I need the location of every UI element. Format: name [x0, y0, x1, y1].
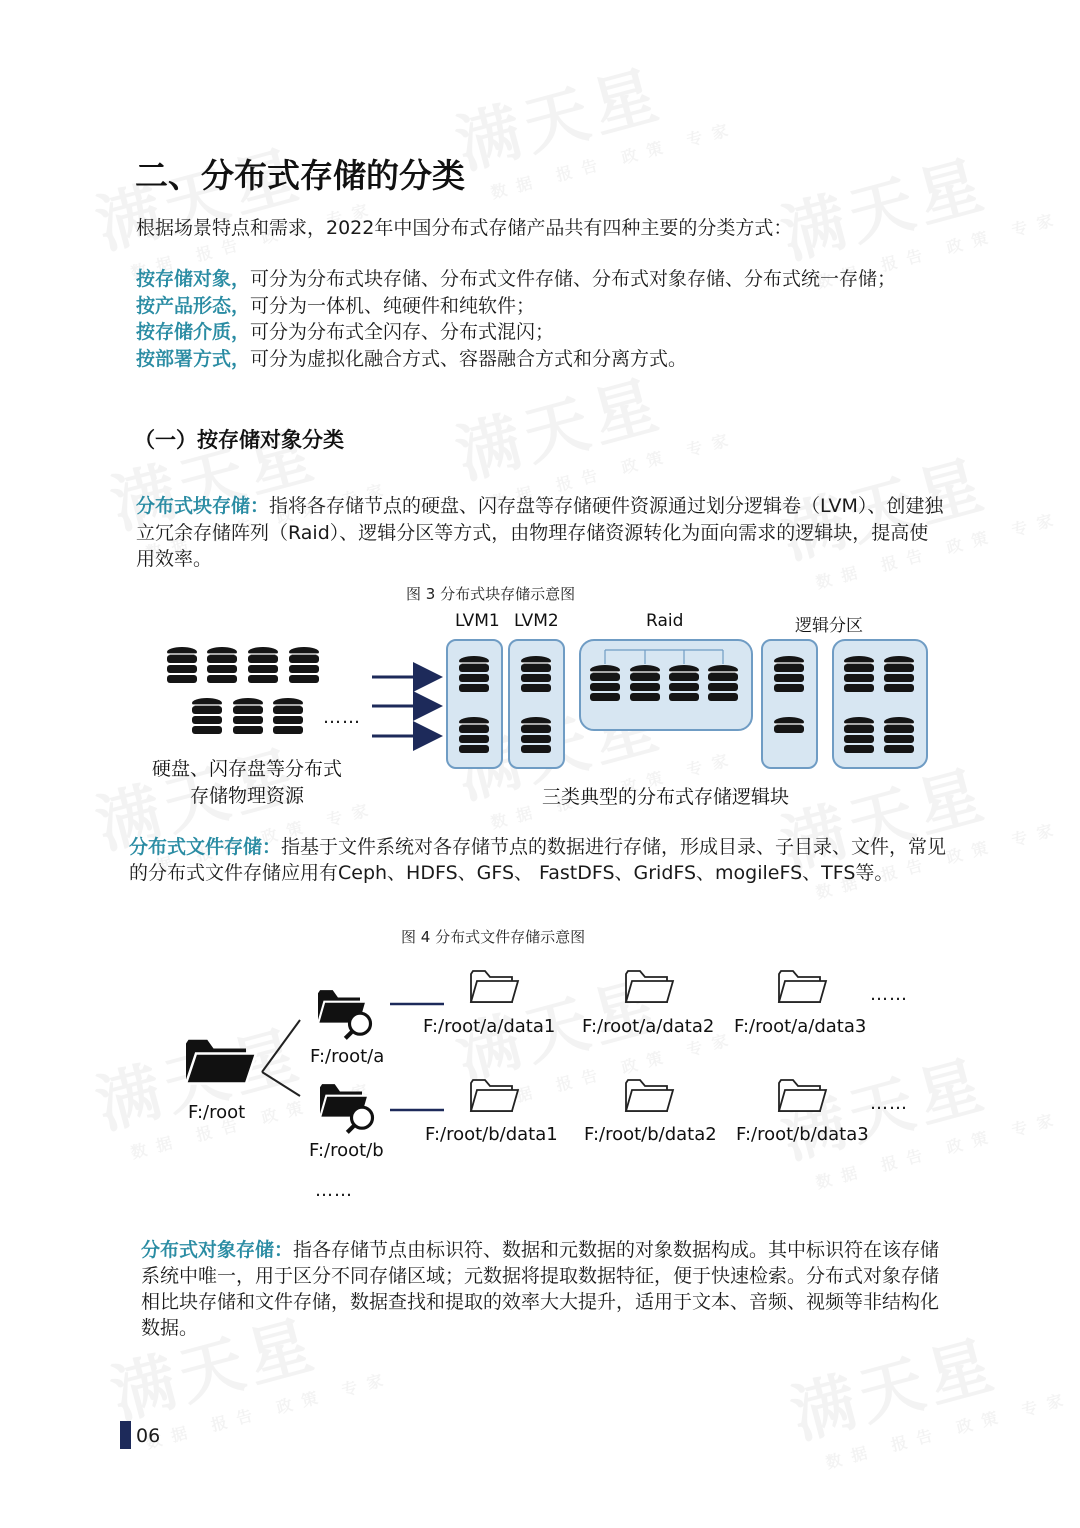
section-title: 二、分布式存储的分类 [135, 156, 465, 195]
file-folder-icon [471, 1080, 518, 1111]
more-dirs-dots: …… [315, 1180, 353, 1201]
file-a1-label: F:/root/a/data1 [423, 1016, 556, 1037]
physical-resources-label-line: 存储物理资源 [189, 785, 304, 807]
subsection-title: （一）按存储对象分类 [134, 428, 344, 452]
figure3-caption: 图 3 分布式块存储示意图 [406, 585, 576, 603]
file-a3-label: F:/root/a/data3 [734, 1016, 867, 1037]
lvm2-label: LVM2 [514, 611, 559, 631]
file-folder-icon [779, 971, 826, 1002]
block-storage-paragraph: 分布式块存储：指将各存储节点的硬盘、闪存盘等存储硬件资源通过划分逻辑卷（LVM）、创建独立冗余存储阵列（Raid）、逻辑分区等方式，由物理存储资源转化为面向需求的逻辑块，提高使用效率。 [136, 495, 944, 570]
dir-a-label: F:/root/a [310, 1046, 385, 1067]
physical-resources-label-line: 硬盘、闪存盘等分布式 [151, 758, 342, 780]
folder-search-icon [320, 1084, 373, 1132]
classification-item: 按存储介质，可分为分布式全闪存、分布式混闪； [136, 321, 555, 343]
file-b2-label: F:/root/b/data2 [584, 1124, 717, 1145]
file-storage-paragraph: 分布式文件存储：指基于文件系统对各存储节点的数据进行存储，形成目录、子目录、文件，常见的分布式文件存储应用有Ceph、HDFS、GFS、 FastDFS、GridFS、mogileFS、TFS等。 [129, 836, 947, 884]
partition-label: 逻辑分区 [795, 616, 863, 636]
figure4-caption: 图 4 分布式文件存储示意图 [401, 928, 586, 946]
object-storage-paragraph: 分布式对象存储：指各存储节点由标识符、数据和元数据的对象数据构成。其中标识符在该存储系统中唯一，用于区分不同存储区域；元数据将提取数据特征，便于快速检索。分布式对象存储相比块存储和文件存储，数据查找和提取的效率大大提升，适用于文本、音频、视频等非结构化数据。 [141, 1239, 940, 1339]
file-folder-icon [471, 971, 518, 1002]
file-b3-label: F:/root/b/data3 [736, 1124, 869, 1145]
file-folder-icon [626, 971, 673, 1002]
figure3-more-dots: …… [323, 707, 361, 728]
dir-b-label: F:/root/b [309, 1140, 384, 1161]
file-folder-icon [626, 1080, 673, 1111]
root-folder-icon [186, 1040, 256, 1084]
file-b1-label: F:/root/b/data1 [425, 1124, 558, 1145]
page-number-bar [120, 1421, 131, 1449]
more-files-a-dots: …… [870, 984, 908, 1005]
folder-search-icon [318, 990, 371, 1038]
more-files-b-dots: …… [870, 1093, 908, 1114]
raid-label: Raid [646, 611, 684, 631]
lvm1-label: LVM1 [455, 611, 500, 631]
classification-item: 按产品形态，可分为一体机、纯硬件和纯软件； [136, 294, 536, 317]
logical-blocks-label: 三类典型的分布式存储逻辑块 [542, 786, 790, 808]
classification-item: 按部署方式，可分为虚拟化融合方式、容器融合方式和分离方式。 [136, 347, 688, 370]
intro-text: 根据场景特点和需求，2022年中国分布式存储产品共有四种主要的分类方式： [136, 217, 793, 239]
classification-item: 按存储对象，可分为分布式块存储、分布式文件存储、分布式对象存储、分布式统一存储； [136, 268, 897, 290]
page-number: 06 [136, 1425, 161, 1447]
root-label: F:/root [188, 1102, 246, 1123]
file-a2-label: F:/root/a/data2 [582, 1016, 715, 1037]
file-folder-icon [779, 1080, 826, 1111]
